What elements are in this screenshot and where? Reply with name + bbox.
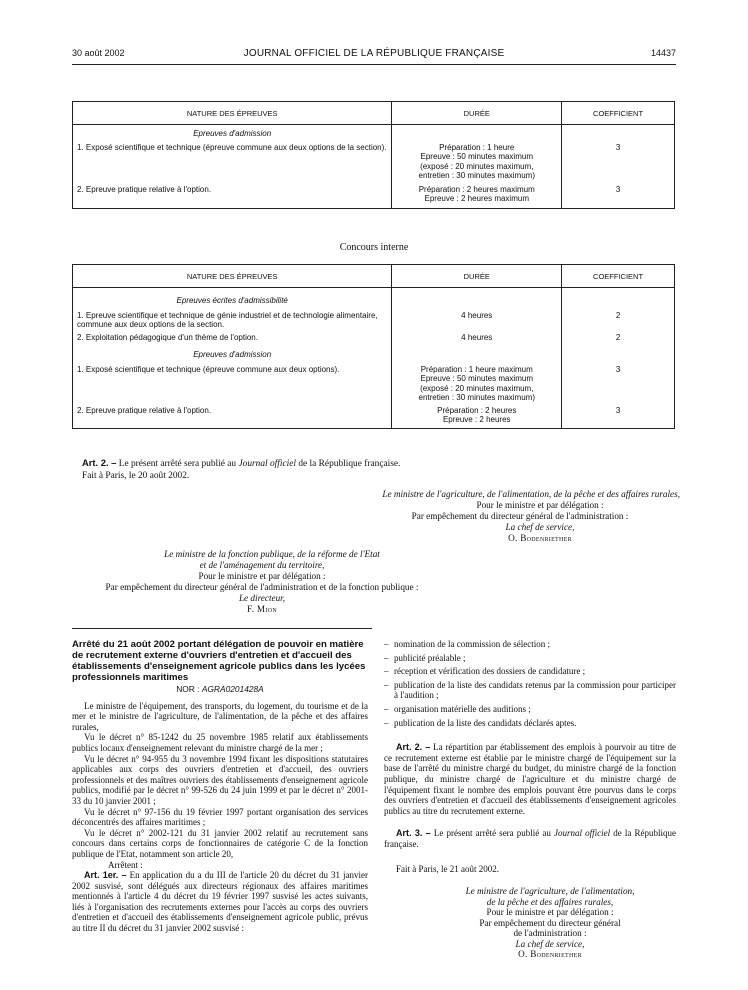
delegation-line: Par empêchement du directeur général <box>479 917 621 928</box>
duree-line: Préparation : 1 heure maximum <box>420 364 533 374</box>
signature-block-2 <box>72 549 452 615</box>
nor-label: NOR : <box>176 684 200 694</box>
journal-ref: Journal officiel <box>554 828 611 839</box>
right-column <box>384 639 676 960</box>
duree-line: entretien : 30 minutes maximum) <box>418 171 535 180</box>
duree-line: entretien : 30 minutes maximum) <box>418 393 535 402</box>
duree-cell <box>392 141 562 181</box>
duree-line: Epreuve : 50 minutes maximum <box>420 374 533 383</box>
delegation-line: Par empêchement du directeur général de l'administration et de la fonction publique : <box>105 582 419 592</box>
signatory-minister: et de l'aménagement du territoire, <box>199 560 325 570</box>
coef-cell: 3 <box>562 181 675 209</box>
signatory-minister: de la pêche et des affaires rurales, <box>486 896 614 907</box>
duree-line: Epreuve : 2 heures <box>442 415 511 424</box>
article-text: Le présent arrêté sera publié au <box>430 828 555 839</box>
nature-cell: 1. Epreuve scientifique et technique de génie industriel et de technologie alimentaire, commune aux deux options de la section. <box>73 308 392 330</box>
signatory-minister: Le ministre de l'agriculture, de l'alimentation, <box>465 886 635 897</box>
duree-cell: 4 heures <box>392 308 562 330</box>
delegation-line: Pour le ministre et par délégation : <box>198 571 326 581</box>
section-rule <box>72 628 372 629</box>
article-text: de la République française. <box>296 459 401 469</box>
duree-line: Préparation : 2 heures <box>437 405 517 415</box>
journal-title: JOURNAL OFFICIEL DE LA RÉPUBLIQUE FRANÇAISE <box>243 48 505 59</box>
nor-line <box>72 684 368 695</box>
paragraph: Vu le décret n° 97-156 du 19 février 1997 portant organisation des services déconcentrés des affaires maritimes ; <box>72 806 368 828</box>
duree-cell <box>392 181 562 209</box>
article-label: Art. 1er. – <box>84 870 127 881</box>
table-row <box>73 362 675 403</box>
list-item: – publication de la liste des candidats retenus par la commission pour participer à l'audition ; <box>384 680 676 701</box>
col-nature-header: NATURE DES ÉPREUVES <box>73 102 392 125</box>
paragraph: Le ministre de l'équipement, des transports, du logement, du tourisme et de la mer et le ministre de l'agriculture, de l'alimentation, de la pêche et des affaires rurales, <box>72 700 368 732</box>
signatory-role: Le directeur, <box>238 593 286 603</box>
signature-block-3 <box>384 886 676 960</box>
signatory-name: F. Mion <box>247 604 277 614</box>
col-nature-header: NATURE DES ÉPREUVES <box>73 265 392 288</box>
table-row <box>73 181 675 209</box>
arretent: Arrêtent : <box>108 859 143 870</box>
section-label: Epreuves d'admission <box>73 342 392 362</box>
table-row <box>73 403 675 429</box>
duree-line: Epreuve : 50 minutes maximum <box>420 152 533 161</box>
article-text: En application du a du III de l'article 20 du décret du 31 janvier 2002 susvisé, sont délégués aux directeurs régionaux des affaires maritimes mentionnés à l'article 4 du décret du 19 février 1997 susvisé les actes suivants, liés à l'organisation des recrutements externes pour l'accès au corps des ouvriers d'entretien et d'accueil des établissements d'enseignement agricole public, prévus au titre II du décret du 31 janvier 2002 susvisé : <box>72 870 368 934</box>
nature-cell: 1. Exposé scientifique et technique (épreuve commune aux deux options). <box>73 362 392 403</box>
coef-cell: 3 <box>562 141 675 181</box>
article-2-right <box>384 742 676 816</box>
journal-ref: Journal officiel <box>238 459 297 469</box>
article-text: La répartition par établissement des emplois à pourvoir au titre de ce recrutement externe est établie par le ministre chargé de l'équipement sur la base de l'arrêté du ministre chargé du budget, du ministre chargé de la fonction publique, du ministre chargé de l'agriculture et du ministre chargé de l'équipement fixant le nombre des emplois pouvant être pourvus dans le corps des ouvriers d'entretien et d'accueil des établissements d'enseignement agricoles publics au titre du recrutement externe. <box>384 742 676 816</box>
paragraph: Vu le décret n° 85-1242 du 25 novembre 1985 relatif aux établissements publics locaux d'enseignement relevant du ministre chargé de la mer ; <box>72 732 368 753</box>
table-row <box>73 141 675 181</box>
article-3 <box>384 828 676 849</box>
header-rule <box>72 64 676 65</box>
article-text: Le présent arrêté sera publié au <box>116 459 239 469</box>
paragraph: Vu le décret n° 2002-121 du 31 janvier 2002 relatif au recrutement sans concours dans certains corps de fonctionnaires de catégorie C de la fonction publique de l'Etat, notamment son article 20, <box>72 827 368 859</box>
delegation-line: Par empêchement du directeur général de l'administration : <box>411 511 629 521</box>
duree-cell: 4 heures <box>392 330 562 343</box>
coef-cell: 2 <box>562 308 675 330</box>
article-1 <box>72 870 368 934</box>
article-label: Art. 2. – <box>396 742 431 753</box>
nature-cell: 2. Exploitation pédagogique d'un thème de l'option. <box>73 330 392 343</box>
list-item: – publicité préalable ; <box>384 653 676 664</box>
col-coef-header: COEFFICIENT <box>562 102 675 125</box>
coef-cell: 3 <box>562 403 675 429</box>
acts-list <box>384 639 676 728</box>
page-number: 14437 <box>650 48 676 58</box>
paragraph: Vu le décret n° 94-955 du 3 novembre 1994 fixant les dispositions statutaires applicables aux corps des ouvriers d'entretien et d'accueil, des ouvriers professionnels et des maîtres ouvriers des établissements d'enseignement agricole publics, modifié par le décret n° 99-526 du 24 juin 1999 et par le décret n° 2001-33 du 10 janvier 2001 ; <box>72 753 368 806</box>
delegation-line: Pour le ministre et par délégation : <box>486 907 614 918</box>
nature-cell: 2. Epreuve pratique relative à l'option. <box>73 181 392 209</box>
left-column <box>72 639 368 934</box>
col-coef-header: COEFFICIENT <box>562 265 675 288</box>
signatory-minister: Le ministre de l'agriculture, de l'alimentation, de la pêche et des affaires rurales, <box>382 489 680 499</box>
duree-line: (exposé : 20 minutes maximum, <box>420 161 534 171</box>
nature-cell: 2. Epreuve pratique relative à l'option. <box>73 403 392 429</box>
signatory-name: O. Bodenriether <box>518 949 582 960</box>
col-duree-header: DURÉE <box>392 265 562 288</box>
duree-cell <box>392 362 562 403</box>
list-item: – organisation matérielle des auditions ; <box>384 704 676 715</box>
delegation-line: de l'administration : <box>513 928 587 939</box>
signatory-role: La chef de service, <box>515 938 585 949</box>
duree-line: Epreuve : 2 heures maximum <box>424 194 529 203</box>
duree-line: Préparation : 2 heures maximum <box>418 184 535 194</box>
nor-value: AGRA0201428A <box>201 684 264 694</box>
duree-line: Préparation : 1 heure <box>439 142 515 152</box>
list-item: – nomination de la commission de sélection ; <box>384 639 676 650</box>
duree-line: (exposé : 20 minutes maximum, <box>420 383 534 393</box>
running-header <box>72 48 676 62</box>
epreuves-table-2 <box>72 264 675 429</box>
article-2 <box>82 457 676 470</box>
arrete-title: Arrêté du 21 août 2002 portant délégation de pouvoir en matière de recrutement externe d'ouvriers d'entretien et d'accueil des établissements d'enseignement agricole publics dans les lycées professionnels maritimes <box>72 639 366 683</box>
section-label: Epreuves écrites d'admissibilité <box>73 288 392 308</box>
col-duree-header: DURÉE <box>392 102 562 125</box>
nature-cell: 1. Exposé scientifique et technique (épreuve commune aux deux options de la section). <box>73 141 392 181</box>
signatory-role: La chef de service, <box>505 522 575 532</box>
epreuves-table-1 <box>72 101 675 209</box>
section-label: Epreuves d'admission <box>73 125 392 141</box>
signature-block-1 <box>290 489 680 544</box>
coef-cell: 2 <box>562 330 675 343</box>
article-label: Art. 3. – <box>396 828 431 839</box>
coef-cell: 3 <box>562 362 675 403</box>
list-item: – publication de la liste des candidats déclarés aptes. <box>384 718 676 729</box>
fait-a-paris-2: Fait à Paris, le 21 août 2002. <box>396 863 499 874</box>
header-date: 30 août 2002 <box>72 48 125 58</box>
duree-cell <box>392 403 562 429</box>
article-label: Art. 2. – <box>82 457 117 468</box>
table-row <box>73 308 675 330</box>
article-text: de la République française. <box>384 828 676 849</box>
delegation-line: Pour le ministre et par délégation : <box>476 500 604 510</box>
list-item: – réception et vérification des dossiers de candidature ; <box>384 666 676 677</box>
signatory-name: O. Bodenriether <box>508 533 572 543</box>
concours-interne-caption: Concours interne <box>339 242 409 253</box>
table-row <box>73 330 675 343</box>
signatory-minister: Le ministre de la fonction publique, de la réforme de l'Etat <box>164 549 380 559</box>
fait-a-paris-1: Fait à Paris, le 20 août 2002. <box>82 471 190 481</box>
